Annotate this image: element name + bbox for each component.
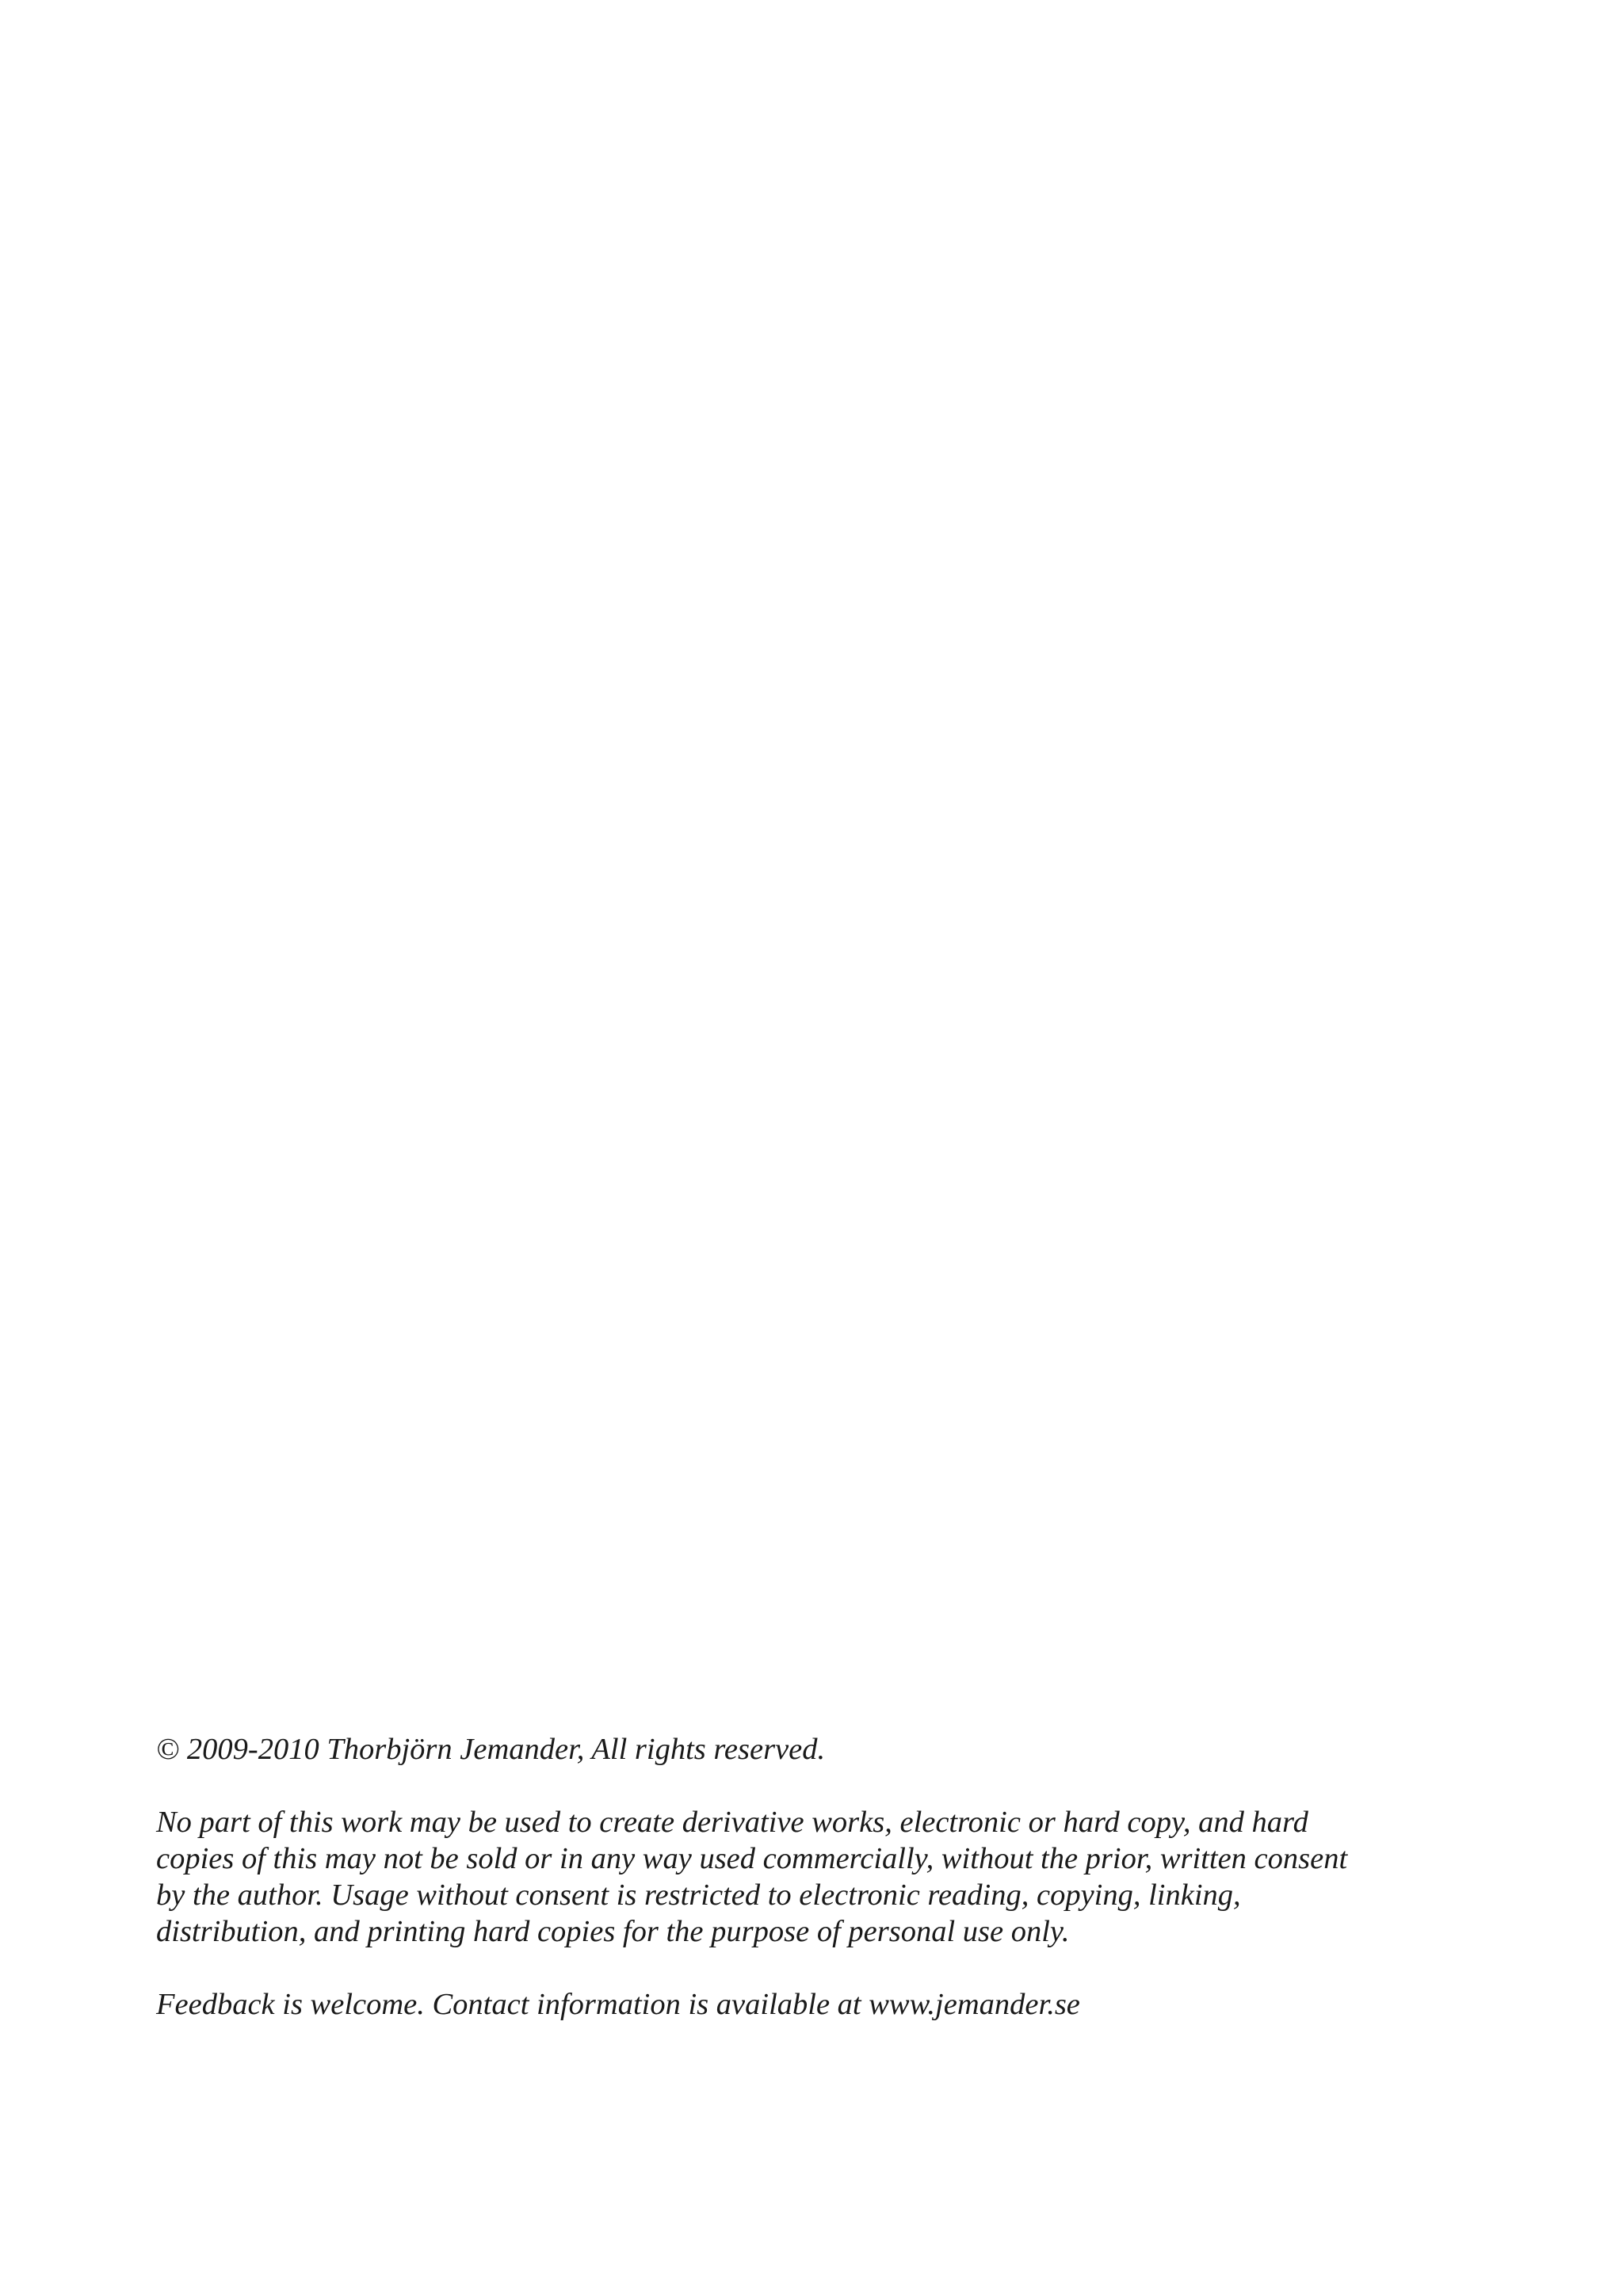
license-line-4: distribution, and printing hard copies for the purpose of personal use only.: [156, 1915, 1070, 1948]
license-line-1: No part of this work may be used to create derivative works, electronic or hard copy, and hard: [156, 1806, 1308, 1839]
license-line-3: by the author. Usage without consent is restricted to electronic reading, copying, linking,: [156, 1878, 1241, 1912]
feedback-line: Feedback is welcome. Contact information is available at www.jemander.se: [156, 1988, 1080, 2021]
copyright-line: © 2009-2010 Thorbjörn Jemander, All rights reserved.: [156, 1733, 826, 1766]
license-line-2: copies of this may not be sold or in any way used commercially, without the prior, written consent: [156, 1842, 1348, 1875]
copyright-notice: [156, 1731, 1487, 2023]
license-paragraph: [156, 1804, 1487, 1950]
